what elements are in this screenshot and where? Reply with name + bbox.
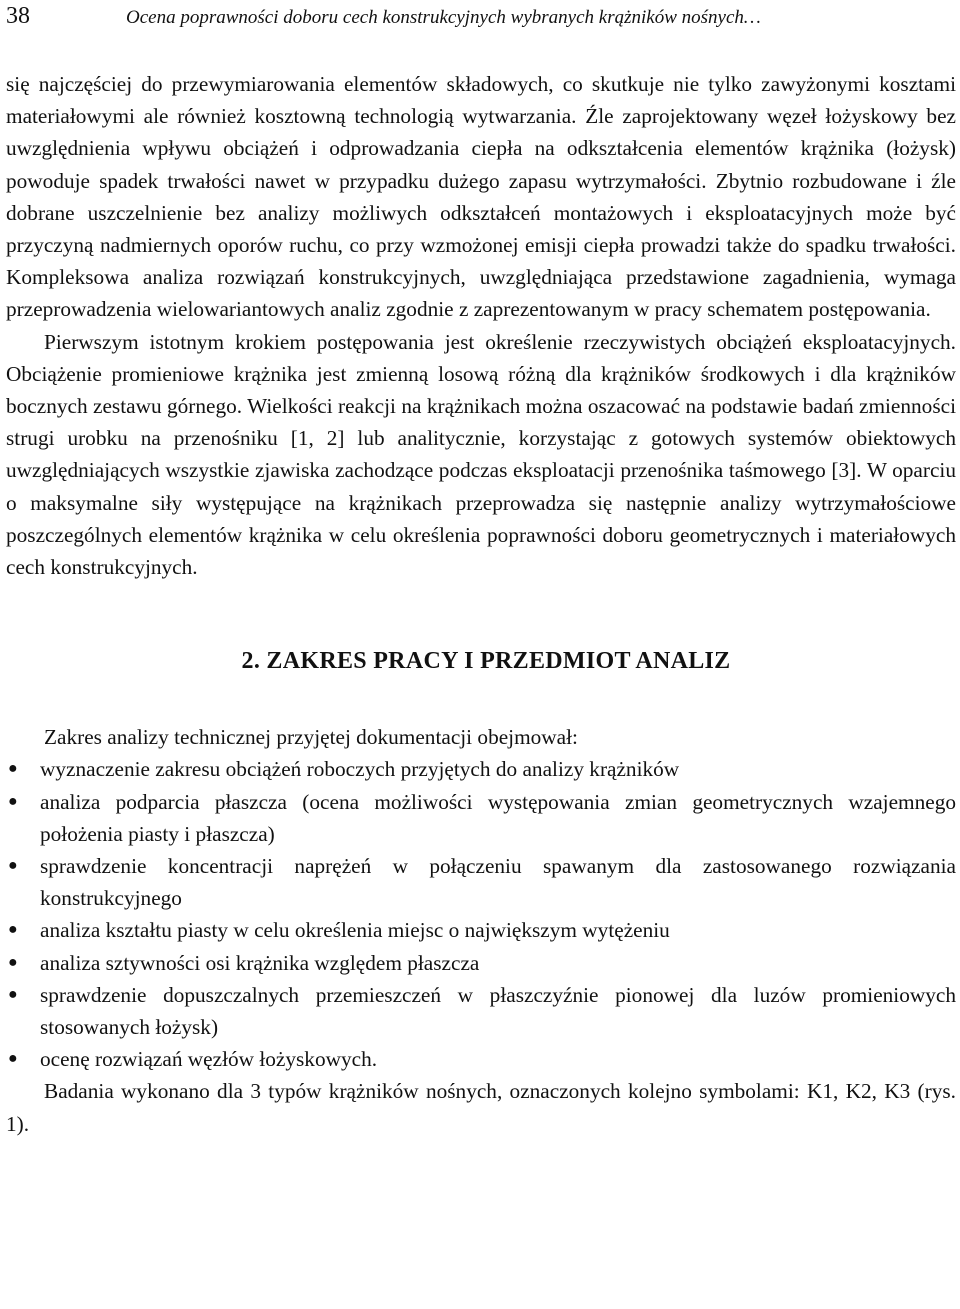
list-item-text: sprawdzenie koncentracji naprężeń w połączeniu spawanym dla zastosowanego rozwiązania konstrukcyjnego <box>40 854 956 911</box>
list-item <box>6 850 956 914</box>
bullet-icon: ● <box>8 760 18 778</box>
closing-paragraph: Badania wykonano dla 3 typów krążników nośnych, oznaczonych kolejno symbolami: K1, K2, K3 (rys. 1). <box>6 1079 956 1136</box>
list-item <box>6 786 956 850</box>
bullet-icon: ● <box>8 1050 18 1068</box>
section-intro: Zakres analizy technicznej przyjętej dokumentacji obejmował: <box>44 725 578 750</box>
bullet-icon: ● <box>8 857 18 875</box>
page-header <box>6 0 956 40</box>
list-item <box>6 947 956 979</box>
running-title: Ocena poprawności doboru cech konstrukcyjnych wybranych krążników nośnych… <box>126 7 761 28</box>
list-item <box>6 753 956 785</box>
scope-list <box>6 753 956 1075</box>
bullet-icon: ● <box>8 921 18 939</box>
list-item-text: ocenę rozwiązań węzłów łożyskowych. <box>40 1047 378 1072</box>
bullet-icon: ● <box>8 953 18 971</box>
list-item-text: analiza podparcia płaszcza (ocena możliwości występowania zmian geometrycznych wzajemnego położenia piasty i płaszcza) <box>40 789 956 846</box>
paragraph-1: się najczęściej do przewymiarowania elementów składowych, co skutkuje nie tylko zawyżonymi kosztami materiałowymi ale również kosztowną technologią wytwarzania. Źle zaprojektowany węzeł łożyskowy bez uwzględnienia wpływu obciążeń i odprowadzania ciepła na odkształcenia elementów krążnika (łożysk) powoduje spadek trwałości nawet w przypadku dużego zapasu wytrzymałości. Zbytnio rozbudowane i źle dobrane uszczelnienie bez analizy możliwych odkształceń montażowych i eksploatacyjnych może być przyczyną nadmiernych oporów ruchu, co przy wzmożonej emisji ciepła prowadzi także do spadku trwałości. Kompleksowa analiza rozwiązań konstrukcyjnych, uwzględniająca przedstawione zagadnienia, wymaga przeprowadzenia wielowariantowych analiz zgodnie z zaprezentowanym w pracy schematem postępowania. <box>6 72 956 322</box>
bullet-icon: ● <box>8 792 18 810</box>
bullet-icon: ● <box>8 985 18 1003</box>
list-item-text: sprawdzenie dopuszczalnych przemieszczeń w płaszczyźnie pionowej dla luzów promieniowych stosowanych łożysk) <box>40 982 956 1040</box>
paragraph-2: Pierwszym istotnym krokiem postępowania jest określenie rzeczywistych obciążeń eksploatacyjnych. Obciążenie promieniowe krążnika jest zmienną losową różną dla krążników środkowych i dla krążników bocznych zestawu górnego. Wielkości reakcji na krążnikach można oszacować na podstawie badań zmienności strugi urobku na przenośniku [1, 2] lub analitycznie, korzystając z gotowych systemów obiektowych uwzględniających wszystkie zjawiska zachodzące podczas eksploatacji przenośnika taśmowego [3]. W oparciu o maksymalne siły występujące na krążnikach przeprowadza się następnie analizy wytrzymałościowe poszczególnych elementów krążnika w celu określenia poprawności doboru geometrycznych i materiałowych cech konstrukcyjnych. <box>6 329 956 580</box>
page-number: 38 <box>6 3 30 29</box>
document-page <box>6 0 956 1140</box>
list-item <box>6 914 956 946</box>
list-item-text: analiza kształtu piasty w celu określenia miejsc o największym wytężeniu <box>40 918 670 943</box>
list-item-text: wyznaczenie zakresu obciążeń roboczych przyjętych do analizy krążników <box>40 757 680 782</box>
list-item-text: analiza sztywności osi krążnika względem płaszcza <box>40 950 480 975</box>
list-item <box>6 979 956 1043</box>
list-item <box>6 1043 956 1075</box>
section-heading: 2. ZAKRES PRACY I PRZEDMIOT ANALIZ <box>241 648 731 675</box>
